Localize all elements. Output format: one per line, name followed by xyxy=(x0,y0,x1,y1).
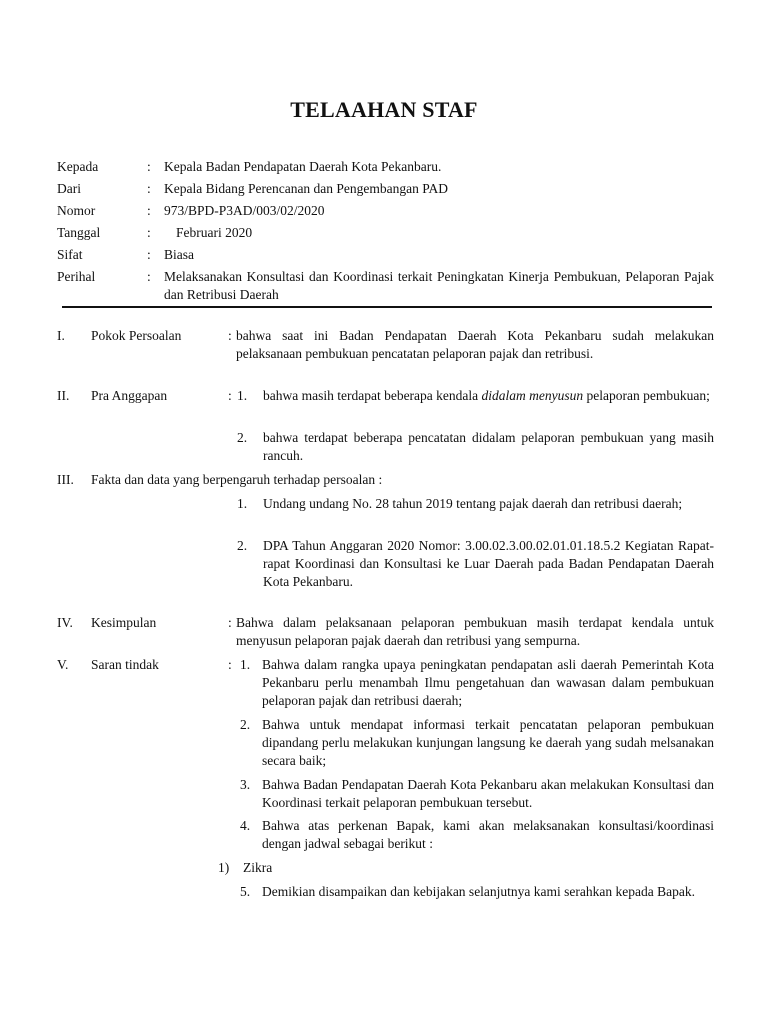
pra-item-1-italic: didalam menyusun xyxy=(481,388,584,403)
saran-item-4: Bahwa atas perkenan Bapak, kami akan melaksanakan konsultasi/koordinasi dengan jadwal sebagai berikut : xyxy=(262,818,714,851)
colon: : xyxy=(228,388,232,403)
nomor-label: Nomor xyxy=(57,203,96,218)
perihal-label: Perihal xyxy=(57,269,96,284)
colon: : xyxy=(147,159,151,174)
saran-item-1: Bahwa dalam rangka upaya peningkatan pendapatan asli daerah Pemerintah Kota Pekanbaru perlu menambah Ilmu pengetahuan dan wawasan dalam pembukuan pelaporan pajak dan retribusi daerah; xyxy=(262,657,714,708)
item-number: 1. xyxy=(237,388,248,403)
section-numeral: V. xyxy=(57,657,69,672)
colon: : xyxy=(228,657,232,672)
item-number: 2. xyxy=(240,717,251,732)
sub-item-text: Zikra xyxy=(243,860,273,875)
saran-item-2: Bahwa untuk mendapat informasi terkait pencatatan pelaporan pembukuan dipandang perlu melakukan kunjungan langsung ke daerah yang sudah melsanakan secara baik; xyxy=(262,717,714,768)
colon: : xyxy=(228,615,232,630)
kepada-label: Kepada xyxy=(57,159,99,174)
colon: : xyxy=(228,328,232,343)
colon: : xyxy=(147,203,151,218)
perihal-value: Melaksanakan Konsultasi dan Koordinasi terkait Peningkatan Kinerja Pembukuan, Pelaporan Pajak dan Retribusi Daerah xyxy=(164,269,714,302)
dari-label: Dari xyxy=(57,181,81,196)
header-divider xyxy=(62,306,712,308)
section-numeral: I. xyxy=(57,328,65,343)
pra-item-2: bahwa terdapat beberapa pencatatan didalam pelaporan pembukuan yang masih rancuh. xyxy=(263,430,714,463)
section-numeral: III. xyxy=(57,472,74,487)
saran-item-5: Demikian disampaikan dan kebijakan selanjutnya kami serahkan kepada Bapak. xyxy=(262,884,695,899)
saran-item-3: Bahwa Badan Pendapatan Daerah Kota Pekanbaru akan melakukan Konsultasi dan Koordinasi terkait pelaporan pembukuan tersebut. xyxy=(262,777,714,810)
item-number: 2. xyxy=(237,430,248,445)
section-label-fakta: Fakta dan data yang berpengaruh terhadap persoalan : xyxy=(91,472,383,487)
kesimpulan-text: Bahwa dalam pelaksanaan pelaporan pembukuan masih terdapat kendala untuk menyusun pelaporan pajak daerah dan retribusi yang sempurna. xyxy=(236,615,714,648)
pra-item-1-text-a: bahwa masih terdapat beberapa kendala xyxy=(263,388,482,403)
pra-item-1 xyxy=(263,387,714,405)
sifat-value: Biasa xyxy=(164,247,194,262)
tanggal-label: Tanggal xyxy=(57,225,101,240)
sub-item-number: 1) xyxy=(218,860,230,875)
colon: : xyxy=(147,181,151,196)
item-number: 3. xyxy=(240,777,251,792)
section-label-saran: Saran tindak xyxy=(91,657,159,672)
pokok-text: bahwa saat ini Badan Pendapatan Daerah Kota Pekanbaru sudah melakukan pelaksanaan pembukuan pencatatan pelaporan pajak dan retribusi. xyxy=(236,328,714,361)
item-number: 5. xyxy=(240,884,251,899)
tanggal-value: Februari 2020 xyxy=(176,225,253,240)
section-numeral: IV. xyxy=(57,615,73,630)
fakta-item-2: DPA Tahun Anggaran 2020 Nomor: 3.00.02.3.00.02.01.01.18.5.2 Kegiatan Rapat-rapat Koordinasi dan Konsultasi ke Luar Daerah pada Badan Pendapatan Daerah Kota Pekanbaru. xyxy=(263,538,714,589)
item-number: 1. xyxy=(240,657,251,672)
nomor-value: 973/BPD-P3AD/003/02/2020 xyxy=(164,203,325,218)
document-title: TELAAHAN STAF xyxy=(290,97,478,122)
fakta-item-1: Undang undang No. 28 tahun 2019 tentang pajak daerah dan retribusi daerah; xyxy=(263,496,683,511)
item-number: 1. xyxy=(237,496,248,511)
sifat-label: Sifat xyxy=(57,247,83,262)
item-number: 2. xyxy=(237,538,248,553)
section-label-pokok: Pokok Persoalan xyxy=(91,328,182,343)
colon: : xyxy=(147,225,151,240)
section-numeral: II. xyxy=(57,388,70,403)
colon: : xyxy=(147,247,151,262)
pra-item-1-text-b: pelaporan pembukuan; xyxy=(583,388,710,403)
section-label-kesimpulan: Kesimpulan xyxy=(91,615,157,630)
colon: : xyxy=(147,269,151,284)
dari-value: Kepala Bidang Perencanan dan Pengembangan PAD xyxy=(164,181,449,196)
item-number: 4. xyxy=(240,818,251,833)
kepada-value: Kepala Badan Pendapatan Daerah Kota Pekanbaru. xyxy=(164,159,442,174)
section-label-pra: Pra Anggapan xyxy=(91,388,168,403)
